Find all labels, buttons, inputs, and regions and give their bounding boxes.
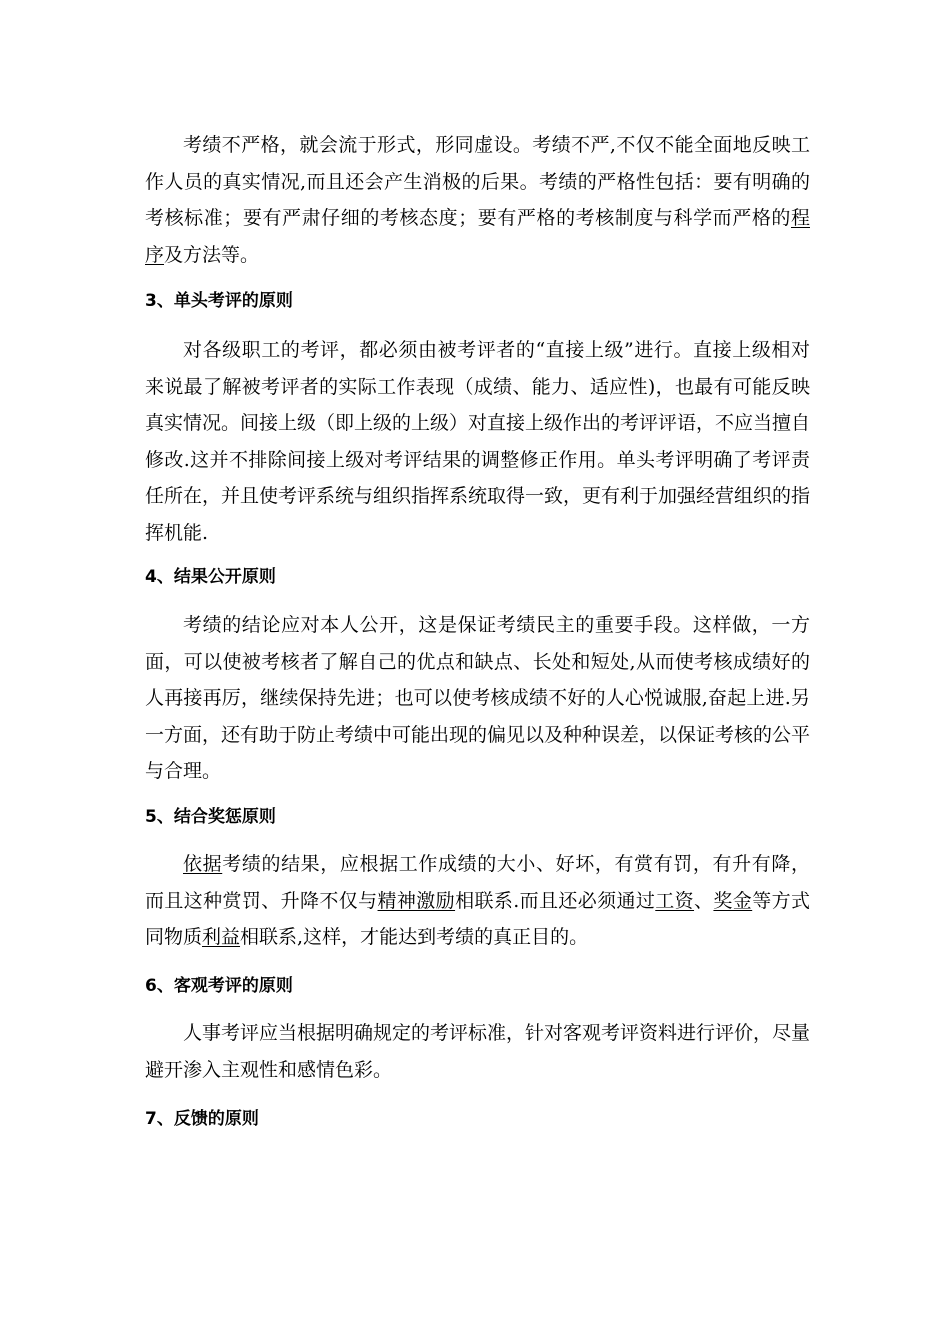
link-spiritual-incentive[interactable]: 精神激励 [377,889,456,912]
text-run: 考绩的结果，应根据工作成绩的大小、好坏，有赏有罚，有升有降，而且这种赏罚、升降不仅与 [145,853,810,912]
paragraph-text [145,846,810,956]
text-run: 考绩不严格，就会流于形式，形同虚设。考绩不严,不仅不能全面地反映工作人员的真实情况,而且还会产生消极的后果。考绩的严格性包括：要有明确的考核标准；要有严肃仔细的考核态度；要有严格的考核制度与科学而严格的 [145,134,810,229]
text-run: 相联系,这样，才能达到考绩的真正目的。 [240,926,589,948]
link-bonus[interactable]: 奖金 [713,889,753,912]
link-basis[interactable]: 依据 [183,853,223,875]
paragraph-text: 考绩的结论应对本人公开，这是保证考绩民主的重要手段。这样做，一方面，可以使被考核者了解自己的优点和缺点、长处和短处,从而使考核成绩好的人再接再厉，继续保持先进；也可以使考核成绩不好的人心悦诚服,奋起上进.另一方面，还有助于防止考绩中可能出现的偏见以及种种误差，以保证考核的公平与合理。 [145,614,811,782]
link-interests[interactable]: 利益 [202,926,241,948]
heading-section-4: 4、结果公开原则 [145,567,276,587]
text-run: 及方法等。 [164,243,260,266]
text-run: 等方式同物质 [145,889,810,948]
heading-section-5: 5、结合奖惩原则 [145,807,276,827]
paragraph-objective-appraisal [145,1015,810,1088]
link-wages[interactable]: 工资 [655,889,695,912]
heading-section-6: 6、客观考评的原则 [145,976,293,996]
link-procedure[interactable]: 程序 [145,207,810,266]
paragraph-text: 人事考评应当根据明确规定的考评标准，针对客观考评资料进行评价，尽量避开渗入主观性和感情色彩。 [145,1022,811,1081]
paragraph-text: 对各级职工的考评，都必须由被考评者的“直接上级”进行。直接上级相对来说最了解被考评者的实际工作表现（成绩、能力、适应性)，也最有可能反映真实情况。间接上级（即上级的上级）对直接上级作出的考评评语，不应当擅自修改.这并不排除间接上级对考评结果的调整修正作用。单头考评明确了考评责任所在，并且使考评系统与组织指挥系统取得一致，更有利于加强经营组织的指挥机能. [145,339,811,544]
paragraph-rewards-penalties [145,846,810,956]
paragraph-strictness [145,127,810,273]
paragraph-open-results [145,607,810,790]
paragraph-single-appraisal [145,332,810,551]
text-run: 相联系.而且还必须通过 [455,889,656,912]
paragraph-text [145,127,810,273]
heading-section-7: 7、反馈的原则 [145,1109,259,1129]
heading-section-3: 3、单头考评的原则 [145,291,293,311]
text-run: 、 [694,889,714,912]
